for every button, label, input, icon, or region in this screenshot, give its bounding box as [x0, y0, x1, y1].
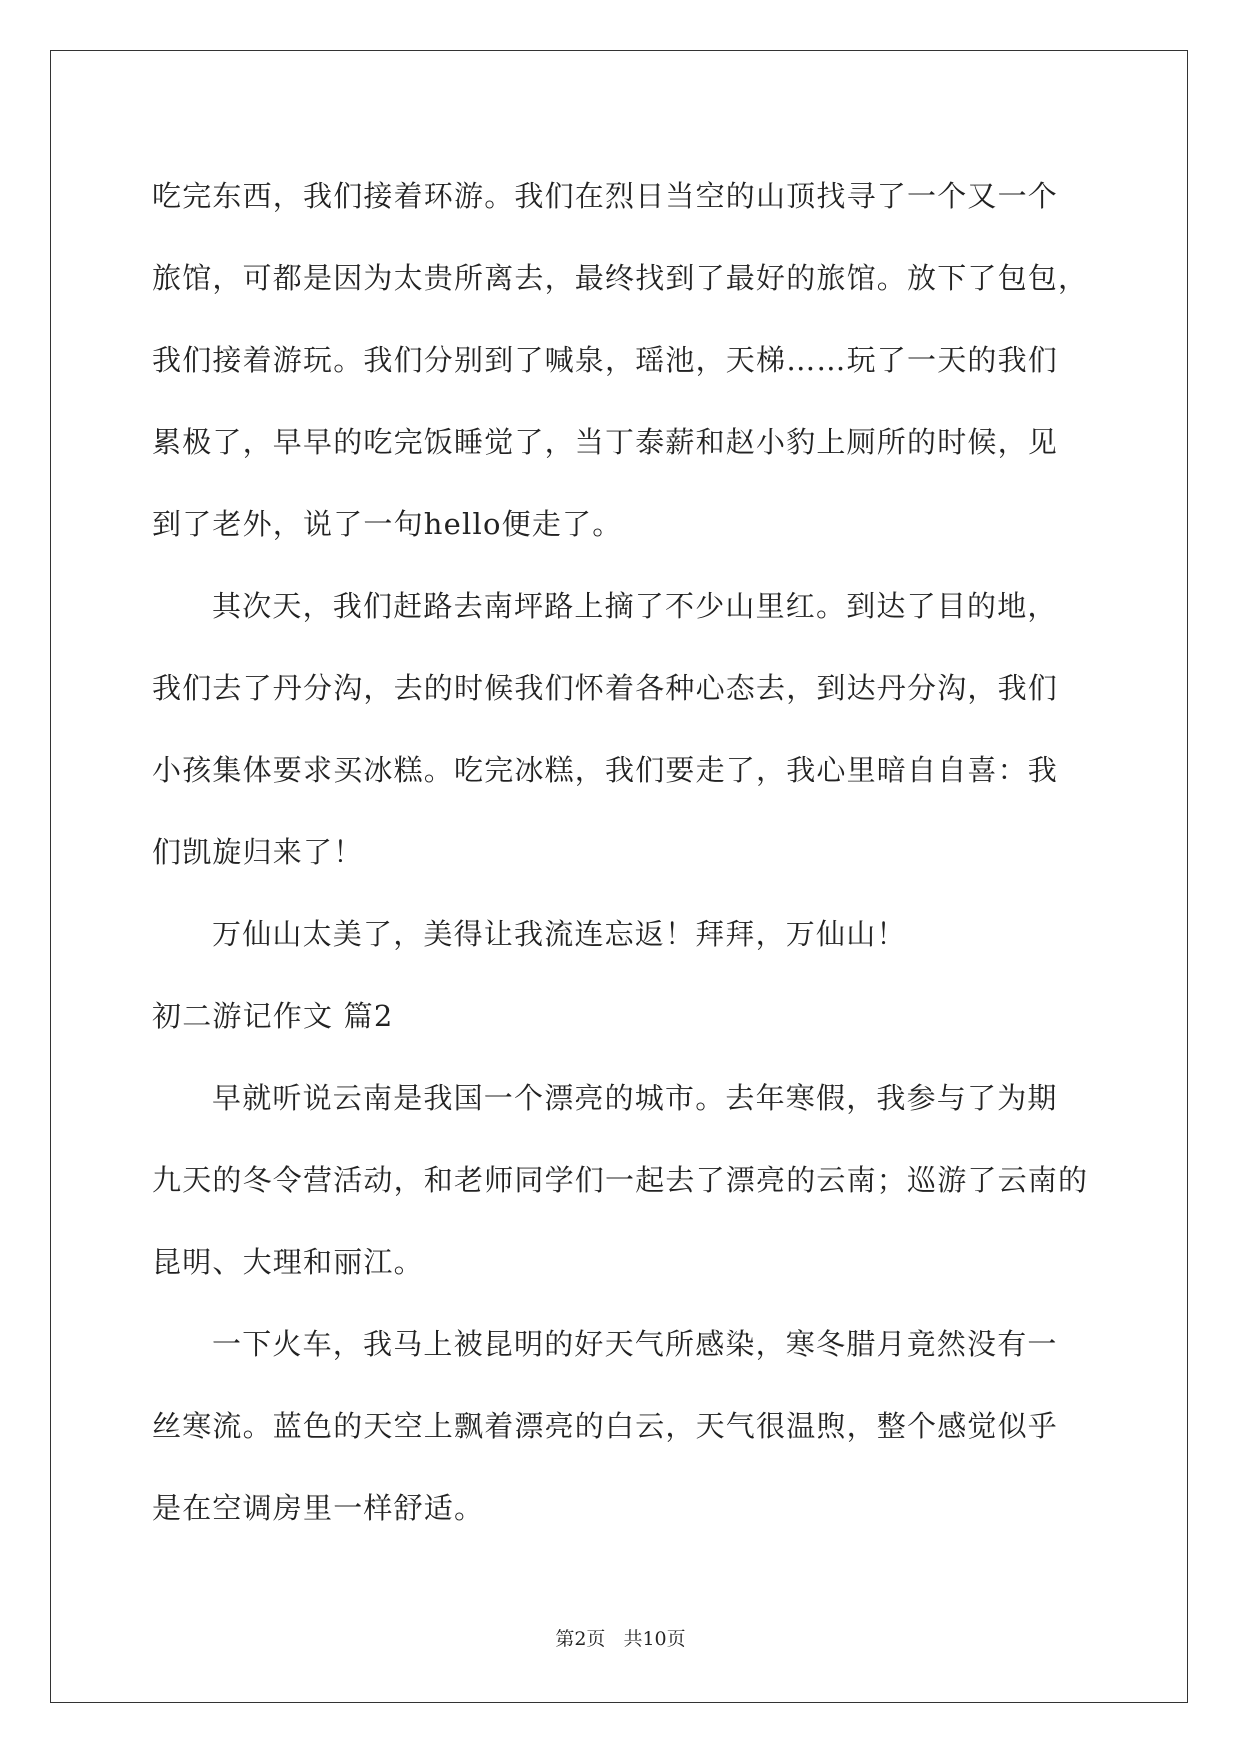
paragraph-line: 一下火车，我马上被昆明的好天气所感染，寒冬腊月竟然没有一 [212, 1327, 1058, 1361]
paragraph-line: 昆明、大理和丽江。 [152, 1245, 424, 1279]
paragraph-line: 早就听说云南是我国一个漂亮的城市。去年寒假，我参与了为期 [212, 1081, 1058, 1115]
paragraph-line: 是在空调房里一样舒适。 [152, 1491, 485, 1525]
paragraph-line: 们凯旋归来了！ [152, 835, 364, 869]
paragraph-line: 我们接着游玩。我们分别到了喊泉，瑶池，天梯……玩了一天的我们 [152, 343, 1059, 377]
paragraph-line: 丝寒流。蓝色的天空上飘着漂亮的白云，天气很温煦，整个感觉似乎 [152, 1409, 1059, 1443]
paragraph-line: 其次天，我们赶路去南坪路上摘了不少山里红。到达了目的地， [212, 589, 1058, 623]
paragraph-line: 小孩集体要求买冰糕。吃完冰糕，我们要走了，我心里暗自自喜：我 [152, 753, 1059, 787]
page-number: 第2页 [555, 1628, 606, 1650]
paragraph-line: 旅馆，可都是因为太贵所离去，最终找到了最好的旅馆。放下了包包， [152, 261, 1089, 295]
paragraph-line: 到了老外，说了一句hello便走了。 [152, 507, 623, 541]
paragraph-line: 九天的冬令营活动，和老师同学们一起去了漂亮的云南；巡游了云南的 [152, 1163, 1089, 1197]
section-heading: 初二游记作文 篇2 [152, 999, 394, 1033]
paragraph-line: 万仙山太美了，美得让我流连忘返！拜拜，万仙山！ [212, 917, 907, 951]
page-footer [0, 1624, 1241, 1651]
document-body [152, 155, 1102, 1549]
paragraph-line: 吃完东西，我们接着环游。我们在烈日当空的山顶找寻了一个又一个 [152, 179, 1059, 213]
paragraph-line: 累极了，早早的吃完饭睡觉了，当丁泰薪和赵小豹上厕所的时候，见 [152, 425, 1059, 459]
page-total: 共10页 [623, 1628, 686, 1650]
paragraph-line: 我们去了丹分沟，去的时候我们怀着各种心态去，到达丹分沟，我们 [152, 671, 1059, 705]
